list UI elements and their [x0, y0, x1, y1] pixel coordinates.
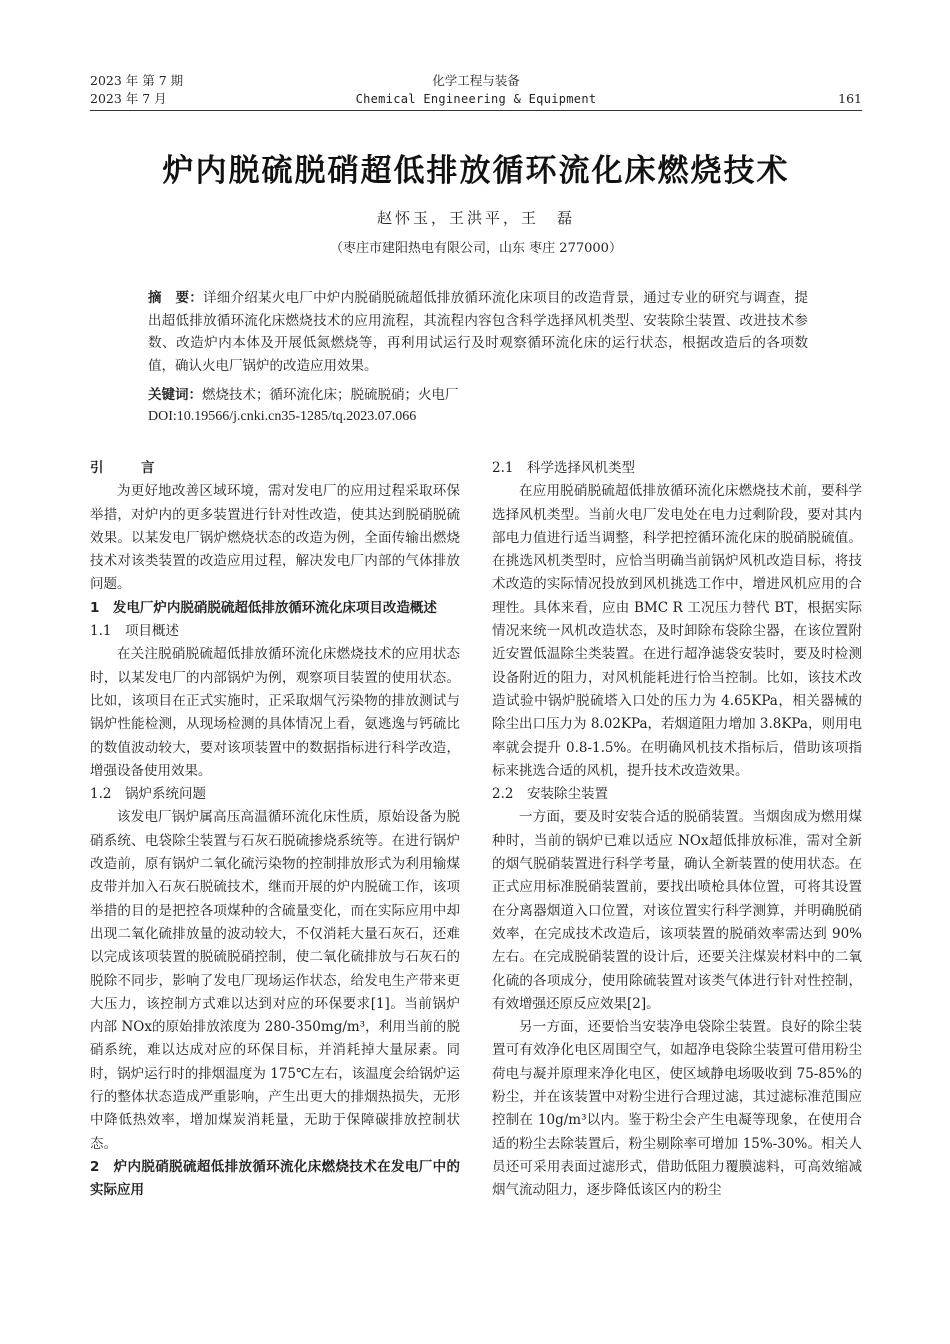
intro-paragraph: 为更好地改善区域环境，需对发电厂的应用过程采取环保举措，对炉内的更多装置进行针对性改造，使其达到脱硝脱硫效果。以某发电厂锅炉燃烧状态的改造为例，全面传输出燃烧技术对该类装置的改造应用过程，解决发电厂内部的气体排放问题。 — [90, 483, 460, 593]
page-number: 161 — [838, 91, 862, 106]
section-2-1-paragraph: 在应用脱硝脱硫超低排放循环流化床燃烧技术前，要科学选择风机类型。当前火电厂发电处在电力过剩阶段，要对其内部电力值进行适当调整，科学把控循环流化床的脱硝脱硫值。在挑选风机类型时，应恰当明确当前锅炉风机改造目标，将技术改造的实际情况投放到风机挑选工作中，增进风机应用的合理性。具体来看，应由 BMC R 工况压力替代 BT，根据实际情况来统一风机改造状态，及时卸除布袋除尘器，在该位置附近安置低温除尘类装置。在进行超净滤袋安装时，要及时检测设备附近的阻力，对风机能耗进行恰当控制。比如，该技术改造试验中锅炉脱硫塔入口处的压力为 4.65KPa，相关器械的除尘出口压力为 8.02KPa，若烟道阻力增加 3.8KPa，则用电率就会提升 0.8-1.5%。在明确风机技术指标后，借助该项指标来挑选合适的风机，提升技术改造效果。 — [492, 483, 862, 779]
affiliation: （枣庄市建阳热电有限公司，山东 枣庄 277000） — [330, 241, 622, 256]
section-1-heading: 1 发电厂炉内脱硝脱硫超低排放循环流化床项目改造概述 — [90, 599, 437, 616]
left-column — [90, 457, 460, 1203]
section-1-1-heading: 1.1 项目概述 — [90, 623, 179, 640]
section-2-2-heading: 2.2 安装除尘装置 — [492, 786, 608, 803]
keywords-label: 关键词： — [148, 387, 202, 403]
section-1-1-paragraph: 在关注脱硝脱硫超低排放循环流化床燃烧技术的应用状态时，以某发电厂的内部锅炉为例，观察项目装置的使用状态。比如，该项目在正式实施时，正采取烟气污染物的排放测试与锅炉性能检测，从现场检测的具体情况上看，氨逃逸与钙硫比的数值波动较大，要对该项装置中的数据指标进行科学改造，增强设备使用效果。 — [90, 646, 460, 779]
journal-name-cn: 化学工程与装备 — [432, 73, 520, 88]
right-column — [492, 457, 862, 1203]
section-1-2-paragraph: 该发电厂锅炉属高压高温循环流化床性质，原始设备为脱硝系统、电袋除尘装置与石灰石脱硫掺烧系统等。在进行锅炉改造前，原有锅炉二氧化硫污染物的控制排放形式为利用输煤皮带并加入石灰石脱硫技术，继而开展的炉内脱硫工作，该项举措的目的是把控各项煤种的含硫量变化，而在实际应用中却出现二氧化硫排放量的波动较大，不仅消耗大量石灰石，还难以完成该项装置的脱硫脱硝控制，使二氧化硫排放与石灰石的脱除不同步，影响了发电厂现场运作状态，给发电生产带来更大压力，该控制方式难以达到对应的环保要求[1]。当前锅炉内部 NOx的原始排放浓度为 280-350mg/m³，利用当前的脱硝系统，难以达成对应的环保目标，并消耗掉大量尿素。同时，锅炉运行时的排烟温度为 175℃左右，该温度会给锅炉运行的整体状态造成严重影响，产生出更大的排烟热损失，无形中降低热效率，增加煤炭消耗量，无助于保障碳排放控制状态。 — [90, 809, 460, 1152]
intro-heading: 引 言 — [90, 460, 167, 476]
section-1-2-heading: 1.2 锅炉系统问题 — [90, 786, 206, 803]
running-header — [90, 72, 862, 110]
doi: DOI:10.19566/j.cnki.cn35-1285/tq.2023.07.066 — [148, 409, 417, 424]
abstract-label: 摘 要： — [148, 290, 204, 306]
issue-number: 2023 年 第 7 期 — [90, 73, 184, 88]
authors: 赵怀玉，王洪平，王 磊 — [376, 209, 575, 227]
keywords — [148, 384, 808, 406]
header-rule — [90, 110, 862, 111]
section-2-2-paragraph-1: 一方面，要及时安装合适的脱硝装置。当烟囱成为燃用煤种时，当前的锅炉已难以适应 NOx超低排放标准，需对全新的烟气脱硝装置进行科学考量，确认全新装置的使用状态。在正式应用标准脱硝装置前，要找出喷枪具体位置，可将其设置在分离器烟道入口位置，对该位置实行科学测算，并明确脱硝效率，在完成技术改造后，该项装置的脱硝效率需达到 90%左右。在完成脱硝装置的设计后，还要关注煤炭材料中的二氧化硫的各项成分，使用除硫装置对该类气体进行针对性控制，有效增强还原反应效果[2]。 — [492, 809, 862, 1012]
section-2-heading: 2 炉内脱硝脱硫超低排放循环流化床燃烧技术在发电厂中的实际应用 — [90, 1158, 460, 1199]
section-2-2-paragraph-2: 另一方面，还要恰当安装净电袋除尘装置。良好的除尘装置可有效净化电区周围空气，如超净电袋除尘装置可借用粉尘荷电与凝并原理来净化电区，使区域静电场吸收到 75-85%的粉尘，并在该装置中对粉尘进行合理过滤，其过滤标准范围应控制在 10g/m³以内。鉴于粉尘会产生电凝等现象，在使用合适的粉尘去除装置后，粉尘剔除率可增加 15%-30%。相关人员还可采用表面过滤形式，借助低阻力覆膜滤料，可高效缩减烟气流动阻力，逐步降低该区内的粉尘 — [492, 1019, 862, 1199]
journal-name-en: Chemical Engineering & Equipment — [355, 92, 597, 106]
abstract — [148, 287, 808, 377]
section-2-1-heading: 2.1 科学选择风机类型 — [492, 460, 635, 476]
keywords-text: 燃烧技术；循环流化床；脱硫脱硝；火电厂 — [202, 387, 459, 403]
journal-name — [90, 72, 862, 108]
abstract-text: 详细介绍某火电厂中炉内脱硝脱硫超低排放循环流化床项目的改造背景，通过专业的研究与调查，提出超低排放循环流化床燃烧技术的应用流程，其流程内容包含科学选择风机类型、安装除尘装置、改进技术参数、改造炉内本体及开展低氮燃烧等，再利用试运行及时观察循环流化床的运行状态，根据改造后的各项数值，确认火电厂锅炉的改造应用效果。 — [148, 290, 809, 374]
issue-date: 2023 年 7 月 — [90, 91, 167, 106]
paper-title: 炉内脱硫脱硝超低排放循环流化床燃烧技术 — [162, 153, 790, 189]
